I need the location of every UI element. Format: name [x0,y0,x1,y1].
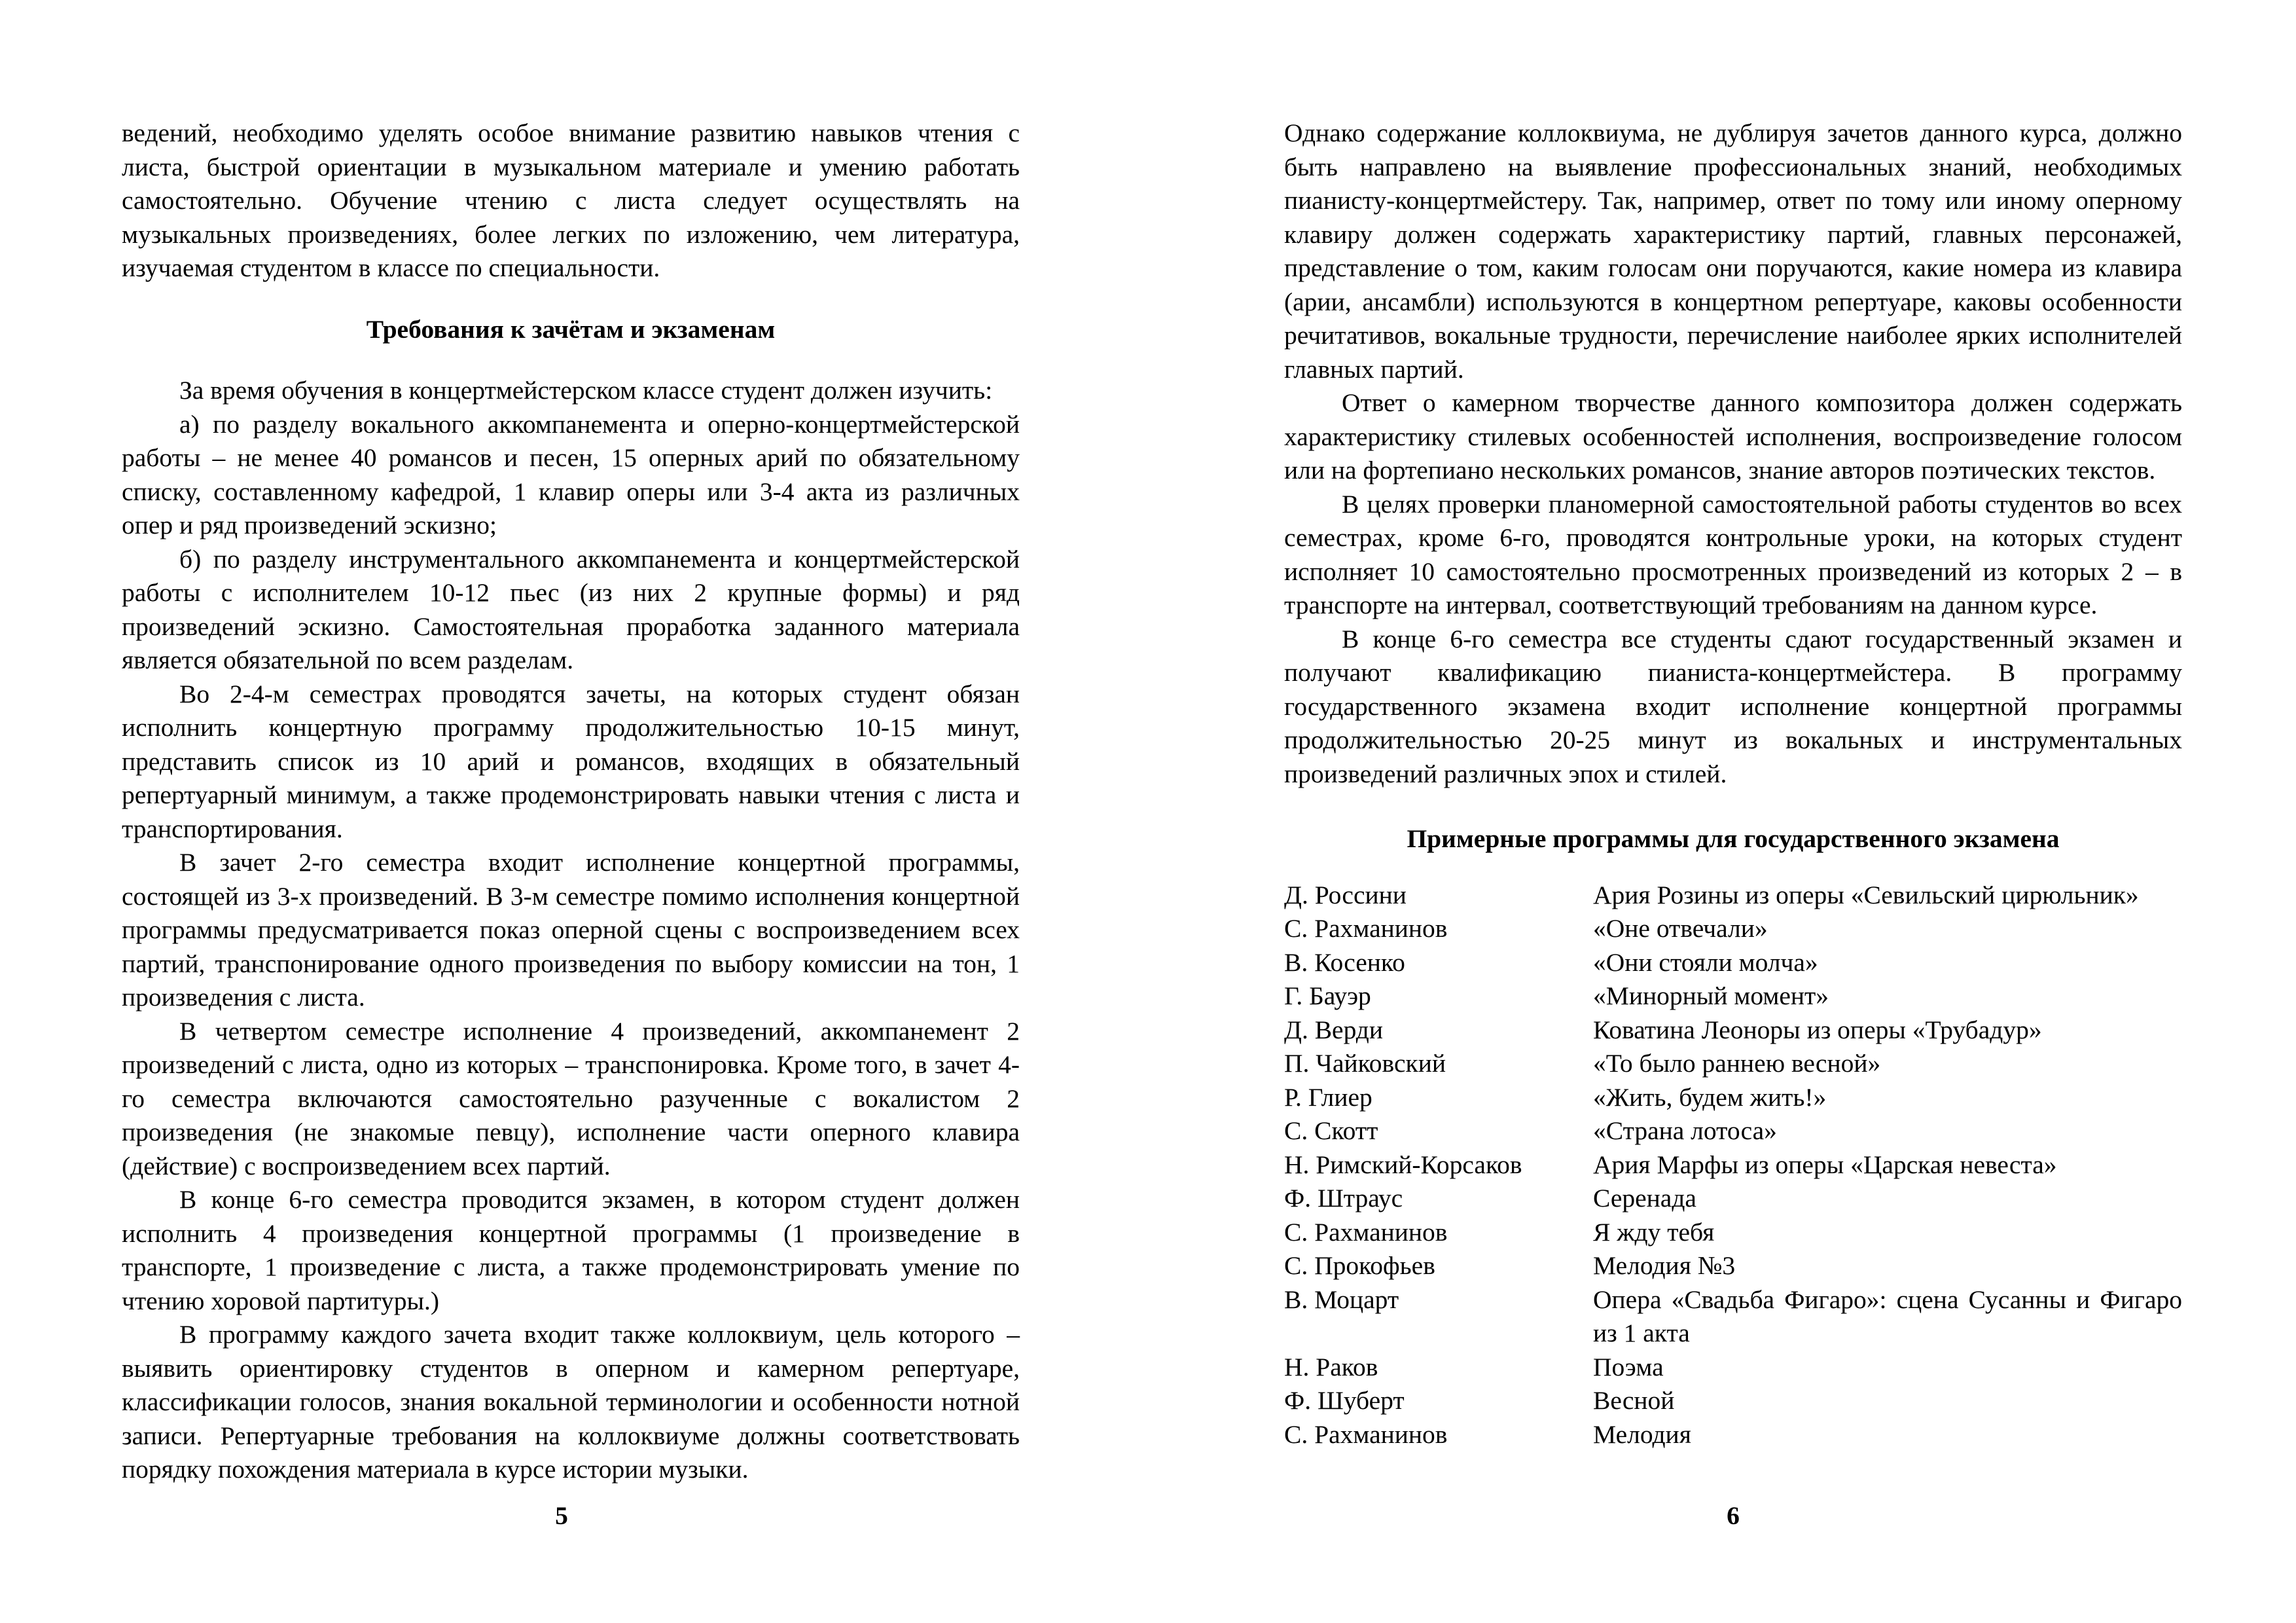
program-row [1284,1081,2182,1115]
composer-name: Д. Россини [1284,880,1407,909]
composer-name: Ф. Штраус [1284,1184,1403,1213]
program-list [1284,879,2182,1452]
program-row [1284,1283,2182,1351]
program-row [1284,979,2182,1013]
work-title: Коватина Леоноры из оперы «Трубадур» [1593,1015,2042,1044]
composer-name: Ф. Шуберт [1284,1386,1405,1415]
program-row [1284,1114,2182,1148]
continuation-paragraph: ведений, необходимо уделять особое внимание развитию навыков чтения с листа, быстрой ориентации в музыкальном материале и умению работать самостоятельно. Обучение чтению с листа следует осуществлять на музыкальных произведениях, более легких по изложению, чем литература, изучаемая студентом в классе по специальности. [122,119,1020,282]
work-title: «То было раннею весной» [1593,1049,1881,1078]
work-title: Мелодия [1593,1419,1691,1449]
program-row [1284,912,2182,946]
program-row [1284,1148,2182,1182]
program-row [1284,1047,2182,1081]
right-page-column [1284,117,2182,1451]
paragraph: За время обучения в концертмейстерском классе студент должен изучить: [179,376,993,405]
paragraph: а) по разделу вокального аккомпанемента и оперно-концертмейстерской работы – не менее 40 романсов и песен, 15 оперных арий по обязательному списку, составленному кафедрой, 1 клавир оперы или 3-4 акта из различных опер и ряд произведений эскизно; [122,409,1020,539]
paragraph: б) по разделу инструментального аккомпанемента и концертмейстерской работы с исполнителем 10-12 пьес (из них 2 крупные формы) и ряд произведений эскизно. Самостоятельная проработка заданного материала является обязательной по всем разделам. [122,544,1020,674]
paragraph: В четвертом семестре исполнение 4 произведений, аккомпанемент 2 произведений с листа, одно из которых – транспонировка. Кроме того, в зачет 4-го семестра включаются самостоятельно разученные с вокалистом 2 произведения (не знакомые певцу), исполнение части оперного клавира (действие) с воспроизведением всех партий. [122,1016,1020,1180]
program-row [1284,1013,2182,1048]
composer-name: В. Косенко [1284,947,1405,977]
work-title: Серенада [1593,1184,1696,1213]
paragraph: В зачет 2-го семестра входит исполнение концертной программы, состоящей из 3-х произведений. В 3-м семестре помимо исполнения концертной программы предусматривается показ оперной сцены с воспроизведением всех партий, транспонирование одного произведения по выбору комиссии на тон, 1 произведения с листа. [122,848,1020,1012]
program-row [1284,879,2182,913]
composer-name: С. Рахманинов [1284,914,1448,943]
page-number: 5 [555,1501,568,1530]
composer-name: В. Моцарт [1284,1285,1399,1314]
paragraph: Во 2-4-м семестрах проводятся зачеты, на которых студент обязан исполнить концертную программу продолжительностью 10-15 минут, представить список из 10 арий и романсов, входящих в обязательный репертуарный минимум, а также продемонстрировать навыки чтения с листа и транспортирования. [122,679,1020,843]
work-title: «Жить, будем жить!» [1593,1082,1827,1112]
program-row [1284,946,2182,980]
work-title: «Страна лотоса» [1593,1116,1777,1145]
paragraph: В программу каждого зачета входит также коллоквиум, цель которого – выявить ориентировку студентов в оперном и камерном репертуаре, классификации голосов, знания вокальной терминологии и особенности нотной записи. Репертуарные требования на коллоквиуме должны соответствовать порядку похождения материала в курсе истории музыки. [122,1320,1020,1484]
work-title: Весной [1593,1386,1675,1415]
paragraph: В конце 6-го семестра все студенты сдают государственный экзамен и получают квалификацию пианиста-концертмейстера. В программу государственного экзамена входит исполнение концертной программы продолжительностью 20-25 минут из вокальных и инструментальных произведений различных эпох и стилей. [1284,624,2182,788]
composer-name: С. Рахманинов [1284,1217,1448,1247]
composer-name: Н. Раков [1284,1352,1378,1381]
paragraph: В конце 6-го семестра проводится экзамен, в котором студент должен исполнить 4 произведения концертной программы (1 произведение в транспорте, 1 произведение с листа, а также продемонстрировать умение по чтению хоровой партитуры.) [122,1185,1020,1315]
composer-name: С. Скотт [1284,1116,1378,1145]
section-heading-programs: Примерные программы для государственного экзамена [1407,824,2060,853]
work-title: «Оне отвечали» [1593,914,1768,943]
paragraph: Однако содержание коллоквиума, не дублируя зачетов данного курса, должно быть направлено на выявление профессиональных знаний, необходимых пианисту-концертмейстеру. Так, например, ответ по тому или иному оперному клавиру должен содержать характеристику партий, главных персонажей, представление о том, каким голосам они поручаются, какие номера из клавира (арии, ансамбли) используются в концертном репертуаре, каковы особенности речитативов, вокальные трудности, перечисление наиболее ярких исполнителей главных партий. [1284,119,2182,384]
work-title: Мелодия №3 [1593,1251,1736,1280]
left-page-column [122,117,1020,1487]
work-title: Я жду тебя [1593,1217,1715,1247]
work-title: Опера «Свадьба Фигаро»: сцена Сусанны и Фигаро из 1 акта [1593,1285,2182,1347]
paragraph: В целях проверки планомерной самостоятельной работы студентов во всех семестрах, кроме 6-го, проводятся контрольные уроки, на которых студент исполняет 10 самостоятельно просмотренных произведений из которых 2 – в транспорте на интервал, соответствующий требованиям на данном курсе. [1284,489,2182,619]
right-page [1148,0,2296,1623]
composer-name: Г. Бауэр [1284,981,1371,1010]
program-row [1284,1249,2182,1283]
composer-name: Р. Глиер [1284,1082,1372,1112]
program-row [1284,1351,2182,1385]
composer-name: П. Чайковский [1284,1049,1446,1078]
program-row [1284,1182,2182,1216]
program-row [1284,1384,2182,1418]
composer-name: С. Прокофьев [1284,1251,1435,1280]
section-heading-requirements: Требования к зачётам и экзаменам [366,314,776,344]
work-title: Ария Розины из оперы «Севильский цирюльник» [1593,880,2139,909]
program-row [1284,1216,2182,1250]
paragraph: Ответ о камерном творчестве данного композитора должен содержать характеристику стилевых особенностей исполнения, воспроизведение голосом или на фортепиано нескольких романсов, знание авторов поэтических текстов. [1284,388,2182,484]
work-title: «Минорный момент» [1593,981,1829,1010]
work-title: «Они стояли молча» [1593,947,1818,977]
composer-name: Д. Верди [1284,1015,1384,1044]
page-number: 6 [1727,1501,1740,1530]
program-row [1284,1418,2182,1452]
composer-name: С. Рахманинов [1284,1419,1448,1449]
composer-name: Н. Римский-Корсаков [1284,1150,1522,1179]
work-title: Ария Марфы из оперы «Царская невеста» [1593,1150,2057,1179]
work-title: Поэма [1593,1352,1664,1381]
